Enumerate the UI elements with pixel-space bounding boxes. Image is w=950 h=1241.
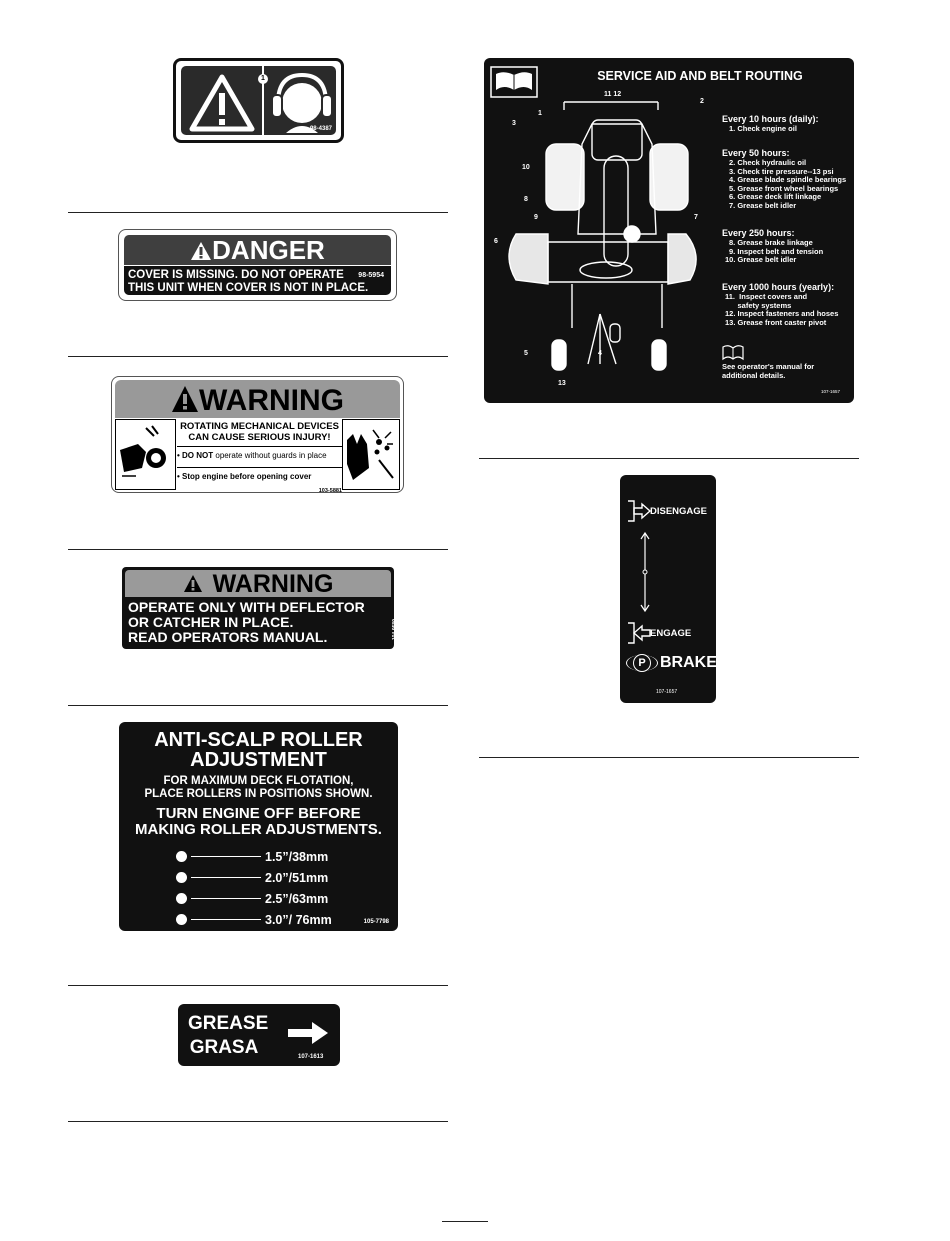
service-group xyxy=(722,228,823,265)
divider-rule xyxy=(68,705,448,706)
scalp-subtitle: PLACE ROLLERS IN POSITIONS SHOWN. xyxy=(144,787,373,800)
leader-line xyxy=(191,898,261,899)
rotating-bullet: • DO NOT operate without guards in place xyxy=(177,446,342,461)
disengage-label: DISENGAGE xyxy=(650,506,708,517)
callout-6: 6 xyxy=(494,238,498,245)
hand-contact-pictogram xyxy=(342,419,400,490)
callout-3: 3 xyxy=(512,120,516,127)
travel-arrow-icon xyxy=(638,530,652,614)
service-group-heading: Every 250 hours: xyxy=(722,228,795,238)
deflector-body xyxy=(128,600,365,645)
rotating-bullet-bold: DO NOT xyxy=(182,451,214,460)
roller-position-label: 3.0”/ 76mm xyxy=(265,912,332,927)
danger-heading xyxy=(124,235,391,265)
part-number: 107-1613 xyxy=(298,1054,324,1060)
warning-triangle-icon xyxy=(183,574,203,593)
service-group-heading: Every 10 hours (daily): xyxy=(722,114,819,124)
roller-hole-icon xyxy=(176,872,187,883)
roller-hole-icon xyxy=(176,893,187,904)
warning-triangle-icon xyxy=(184,69,260,137)
roller-position-label: 2.0”/51mm xyxy=(265,870,329,885)
manual-note-line: See operator's manual for xyxy=(722,362,815,371)
callout-8: 8 xyxy=(524,196,528,203)
scalp-title: ANTI-SCALP ROLLER xyxy=(154,729,363,751)
anti-scalp-roller-decal xyxy=(119,722,398,931)
manual-note xyxy=(722,363,814,380)
parking-brake-icon xyxy=(625,653,659,673)
service-group-heading: Every 1000 hours (yearly): xyxy=(722,282,835,292)
callout-9: 9 xyxy=(534,214,538,221)
grease-label: GRASA xyxy=(189,1037,259,1058)
service-item: 12. Inspect fasteners and hoses xyxy=(725,309,839,319)
rotating-devices-warning-decal xyxy=(111,376,404,493)
hearing-protection-decal xyxy=(173,58,344,143)
part-number: 104-9589 xyxy=(392,619,398,641)
brake-label: BRAKE xyxy=(660,654,717,671)
footer-page-rule xyxy=(442,1221,488,1222)
callout-2: 2 xyxy=(700,98,704,105)
deflector-warning-decal xyxy=(122,567,398,649)
callout-5: 5 xyxy=(524,350,528,357)
divider-rule xyxy=(479,757,859,758)
warning-heading-text: WARNING xyxy=(199,384,344,417)
callout-7: 7 xyxy=(694,214,698,221)
service-item: 13. Grease front caster pivot xyxy=(725,317,827,327)
service-group xyxy=(722,282,838,327)
grease-label: GREASE xyxy=(188,1013,269,1034)
service-item: 9. Inspect belt and tension xyxy=(729,246,824,256)
divider-rule xyxy=(68,985,448,986)
service-item: 7. Grease belt idler xyxy=(729,200,797,210)
hand-entanglement-pictogram xyxy=(115,419,176,490)
arrow-right-icon xyxy=(288,1022,328,1044)
service-item: 2. Check hydraulic oil xyxy=(729,158,807,167)
leader-line xyxy=(191,877,261,878)
service-item: safety systems xyxy=(725,300,792,310)
service-item: 5. Grease front wheel bearings xyxy=(729,183,839,193)
callout-label xyxy=(604,91,621,98)
roller-position xyxy=(176,888,332,909)
service-title: SERVICE AID AND BELT ROUTING xyxy=(597,69,803,83)
divider-rule xyxy=(68,549,448,550)
hand-blade-icon xyxy=(343,420,399,489)
rotating-bullet-rest: operate without guards in place xyxy=(213,451,327,460)
rotating-bullet-text: Stop engine before opening cover xyxy=(182,472,312,481)
manual-book-icon xyxy=(722,345,744,361)
service-group-heading: Every 50 hours: xyxy=(722,148,790,158)
service-group xyxy=(722,114,819,134)
rotating-line: CAN CAUSE SERIOUS INJURY! xyxy=(188,432,331,443)
service-item: 6. Grease deck lift linkage xyxy=(729,192,822,202)
leader-line xyxy=(191,856,261,857)
rotating-text xyxy=(177,421,342,494)
roller-position-label: 1.5”/38mm xyxy=(265,849,329,864)
service-item: 11. Inspect covers and xyxy=(725,292,808,301)
part-number: 98-4387 xyxy=(309,126,332,132)
callout-11: 11 xyxy=(604,91,612,98)
service-item: 10. Grease belt idler xyxy=(725,255,797,265)
divider-rule xyxy=(68,1121,448,1122)
divider-rule xyxy=(68,356,448,357)
warning-triangle-icon xyxy=(190,241,212,261)
rotating-bullet: • Stop engine before opening cover xyxy=(177,467,342,482)
part-number: 105-7798 xyxy=(363,919,389,925)
engage-arrow-icon xyxy=(626,621,652,645)
grease-decal xyxy=(178,1004,340,1066)
hand-gear-icon xyxy=(116,420,175,489)
deflector-line: OPERATE ONLY WITH DEFLECTOR xyxy=(128,599,365,615)
part-number: 103-5881 xyxy=(318,488,342,494)
warning-triangle-icon xyxy=(171,385,199,413)
divider-rule xyxy=(68,212,448,213)
part-number: 107-1657 xyxy=(656,689,678,695)
manual-note-line: additional details. xyxy=(722,370,786,380)
service-item: 1. Check engine oil xyxy=(729,124,797,133)
brake-lever-decal xyxy=(620,475,716,703)
divider-rule xyxy=(479,458,859,459)
deflector-line: OR CATCHER IN PLACE. xyxy=(128,614,294,630)
warning-heading xyxy=(115,380,400,418)
part-number: 98-5954 xyxy=(358,272,384,279)
service-item: 8. Grease brake linkage xyxy=(729,238,813,247)
rotating-line: ROTATING MECHANICAL DEVICES xyxy=(180,421,339,432)
service-item: 4. Grease blade spindle bearings xyxy=(729,175,847,185)
roller-position xyxy=(176,909,332,930)
warning-heading xyxy=(125,570,391,597)
roller-hole-icon xyxy=(176,914,187,925)
callout-badge: 1 xyxy=(258,74,268,84)
service-item: 3. Check tire pressure--13 psi xyxy=(729,166,834,176)
scalp-warning: TURN ENGINE OFF BEFORE xyxy=(156,805,361,822)
scalp-title: ADJUSTMENT xyxy=(190,749,327,771)
disengage-arrow-icon xyxy=(626,499,652,523)
engage-label: ENGAGE xyxy=(650,628,692,639)
leader-line xyxy=(191,919,261,920)
danger-decal xyxy=(118,229,397,301)
service-aid-decal xyxy=(484,58,854,403)
roller-position-label: 2.5”/63mm xyxy=(265,891,329,906)
callout-13: 13 xyxy=(558,380,566,387)
warning-heading-text: WARNING xyxy=(212,570,334,598)
callout-4: 4 xyxy=(598,350,602,357)
parking-brake-letter: P xyxy=(633,654,651,672)
deflector-line: READ OPERATORS MANUAL. xyxy=(128,629,328,645)
danger-line: THIS UNIT WHEN COVER IS NOT IN PLACE. xyxy=(128,282,369,294)
callout-10: 10 xyxy=(522,164,530,171)
part-number: 107-1657 xyxy=(820,389,840,394)
danger-line: COVER IS MISSING. DO NOT OPERATE xyxy=(128,269,344,281)
roller-position xyxy=(176,846,332,867)
scalp-warning: MAKING ROLLER ADJUSTMENTS. xyxy=(135,820,382,838)
roller-position-list xyxy=(176,846,332,930)
roller-position xyxy=(176,867,332,888)
danger-heading-text: DANGER xyxy=(212,235,325,265)
danger-body xyxy=(124,266,391,295)
callout-12: 12 xyxy=(613,91,622,98)
service-group xyxy=(722,148,846,211)
scalp-subtitle: FOR MAXIMUM DECK FLOTATION, xyxy=(163,775,354,787)
callout-1: 1 xyxy=(538,110,542,117)
roller-hole-icon xyxy=(176,851,187,862)
